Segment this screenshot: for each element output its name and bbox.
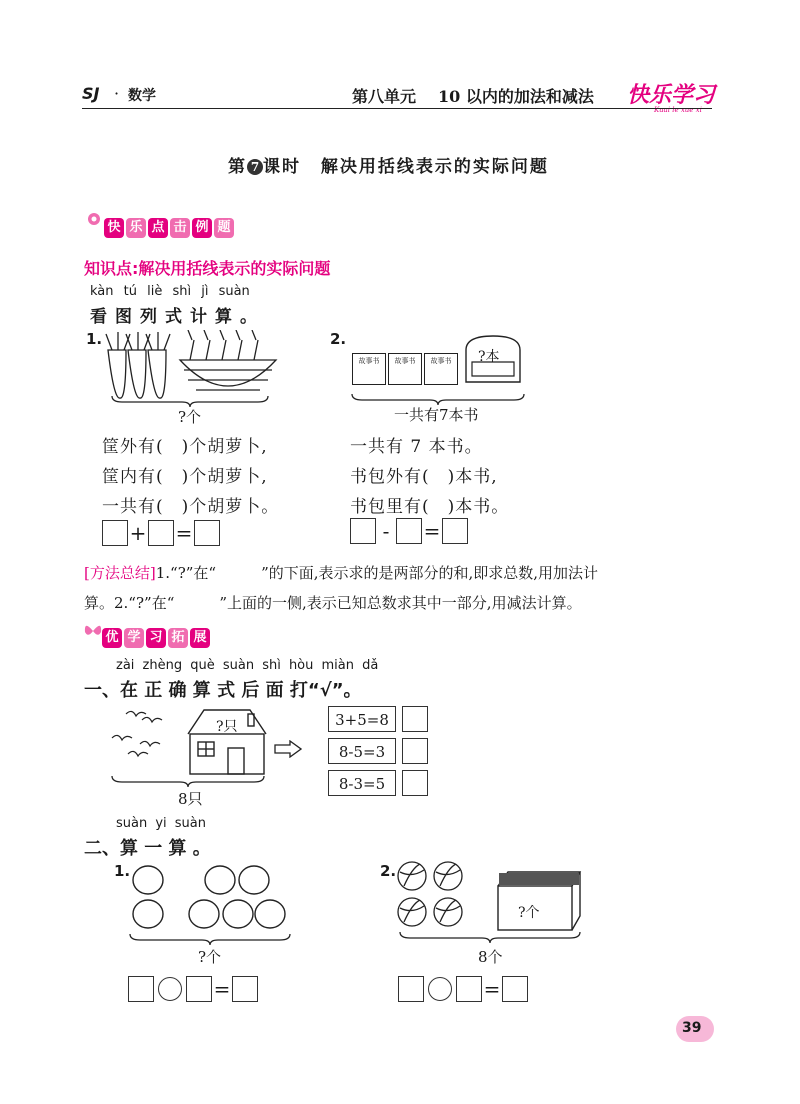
butterfly-icon [82, 620, 104, 642]
answer-box[interactable] [396, 518, 422, 544]
book-label: 故事书 [430, 357, 452, 365]
answer-box[interactable] [148, 520, 174, 546]
book-row [352, 348, 458, 385]
section-badge-examples [84, 216, 236, 238]
badge-char: 例 [192, 218, 212, 238]
arrow-right-icon [274, 740, 302, 758]
house-label: ?只 [216, 719, 238, 735]
ex1-brace-label: ?个 [178, 408, 202, 426]
badge-char: 击 [170, 218, 190, 238]
q1-title: 一、在 正 确 算 式 后 面 打“√”。 [84, 680, 362, 701]
birds-illustration [106, 706, 176, 766]
badge-char: 学 [124, 628, 144, 648]
brace-q1 [110, 774, 266, 788]
q2-p2-equation [398, 976, 528, 1002]
answer-box[interactable] [128, 976, 154, 1002]
badge-char: 题 [214, 218, 234, 238]
header-unit: 第八单元 [352, 87, 417, 106]
check-box[interactable] [402, 738, 428, 764]
q2-pinyin: suàn yi suàn [116, 816, 207, 831]
ex2-brace-label: 一共有7本书 [394, 406, 479, 424]
ex1-equation [102, 520, 220, 546]
equals-sign: = [423, 519, 441, 543]
q2-p2-number: 2. [380, 862, 397, 880]
lesson-suffix: 课时 [263, 157, 301, 177]
q2-p1-equation [128, 976, 258, 1002]
tomatoes-illustration [128, 862, 288, 934]
equals-sign: = [483, 977, 501, 1001]
book-label: 故事书 [394, 357, 416, 365]
brace-q2-p1 [128, 932, 292, 946]
flower-icon [82, 208, 106, 230]
q1-brace-label: 8只 [178, 790, 203, 808]
ex2-line-2: 书包外有( )本书, [350, 467, 498, 487]
badge-char: 拓 [168, 628, 188, 648]
minus-sign: - [382, 519, 390, 543]
answer-box[interactable] [442, 518, 468, 544]
badge-char: 优 [102, 628, 122, 648]
header-unit-title: 10 以内的加法和减法 [438, 87, 594, 106]
answer-box[interactable] [502, 976, 528, 1002]
ex2-number: 2. [330, 330, 347, 348]
box-label: ?个 [518, 905, 540, 921]
answer-box[interactable] [398, 976, 424, 1002]
badge-char: 习 [146, 628, 166, 648]
lesson-title [228, 152, 549, 177]
ex1-number: 1. [86, 330, 103, 348]
option-equation: 8-3=5 [328, 770, 396, 796]
ex2-line-3: 书包里有( )本书。 [350, 497, 510, 517]
bag-label: ?本 [478, 349, 500, 365]
ex1-line-1: 筐外有( )个胡萝卜, [102, 437, 268, 457]
method-tag: [方法总结] [84, 564, 156, 582]
box-illustration [496, 866, 582, 932]
knowledge-point: 知识点:解决用括线表示的实际问题 [84, 259, 331, 278]
equals-sign: = [213, 977, 231, 1001]
volleyballs-illustration [396, 860, 470, 930]
badge-char: 乐 [126, 218, 146, 238]
ex1-line-2: 筐内有( )个胡萝卜, [102, 467, 268, 487]
check-box[interactable] [402, 706, 428, 732]
check-box[interactable] [402, 770, 428, 796]
ex2-equation [350, 518, 468, 544]
section-badge-extension [84, 626, 212, 648]
badge-char: 快 [104, 218, 124, 238]
answer-box[interactable] [456, 976, 482, 1002]
q2-p1-number: 1. [114, 862, 131, 880]
method-summary [84, 558, 724, 618]
brand-logo: 快乐学习 [627, 82, 716, 108]
operator-circle[interactable] [428, 977, 452, 1001]
method-line-1: 1.“?”在“ ”的下面,表示求的是两部分的和,即求总数,用加法计 [155, 564, 599, 582]
brace-q2-p2 [398, 930, 582, 944]
lesson-name: 解决用括线表示的实际问题 [320, 157, 549, 177]
answer-box[interactable] [102, 520, 128, 546]
q1-options [328, 706, 428, 796]
answer-box[interactable] [232, 976, 258, 1002]
logo-sj: SJ [82, 84, 100, 103]
operator-circle[interactable] [158, 977, 182, 1001]
ex2-line-1: 一共有 7 本书。 [350, 437, 483, 457]
method-line-2: 算。2.“?”在“ ”上面的一侧,表示已知总数求其中一部分,用减法计算。 [84, 594, 582, 612]
instruction: 看图列式计算。 [90, 307, 265, 327]
q1-pinyin: zài zhèng què suàn shì hòu miàn dǎ [116, 658, 379, 673]
header [82, 82, 722, 114]
brand-pinyin: Kuai le xue xi [654, 106, 702, 114]
instruction-pinyin: kàn tú liè shì jì suàn [90, 284, 250, 299]
answer-box[interactable] [194, 520, 220, 546]
badge-char: 展 [190, 628, 210, 648]
q2-title: 二、算 一 算 。 [84, 838, 211, 859]
plus-sign: + [129, 521, 147, 545]
q2-p2-brace-label: 8个 [478, 948, 503, 966]
page-number: 39 [682, 1020, 702, 1036]
badge-char: 点 [148, 218, 168, 238]
house-illustration [184, 704, 270, 776]
answer-box[interactable] [186, 976, 212, 1002]
lesson-prefix: 第 [228, 157, 247, 177]
answer-box[interactable] [350, 518, 376, 544]
option-equation: 8-5=3 [328, 738, 396, 764]
header-subject: 数学 [128, 88, 156, 104]
book-label: 故事书 [358, 357, 380, 365]
ex1-line-3: 一共有( )个胡萝卜。 [102, 497, 280, 517]
header-rule [82, 108, 712, 109]
lesson-number: 7 [247, 159, 263, 175]
equals-sign: = [175, 521, 193, 545]
option-equation: 3+5=8 [328, 706, 396, 732]
header-dot: · [114, 84, 120, 103]
q2-p1-brace-label: ?个 [198, 948, 222, 966]
